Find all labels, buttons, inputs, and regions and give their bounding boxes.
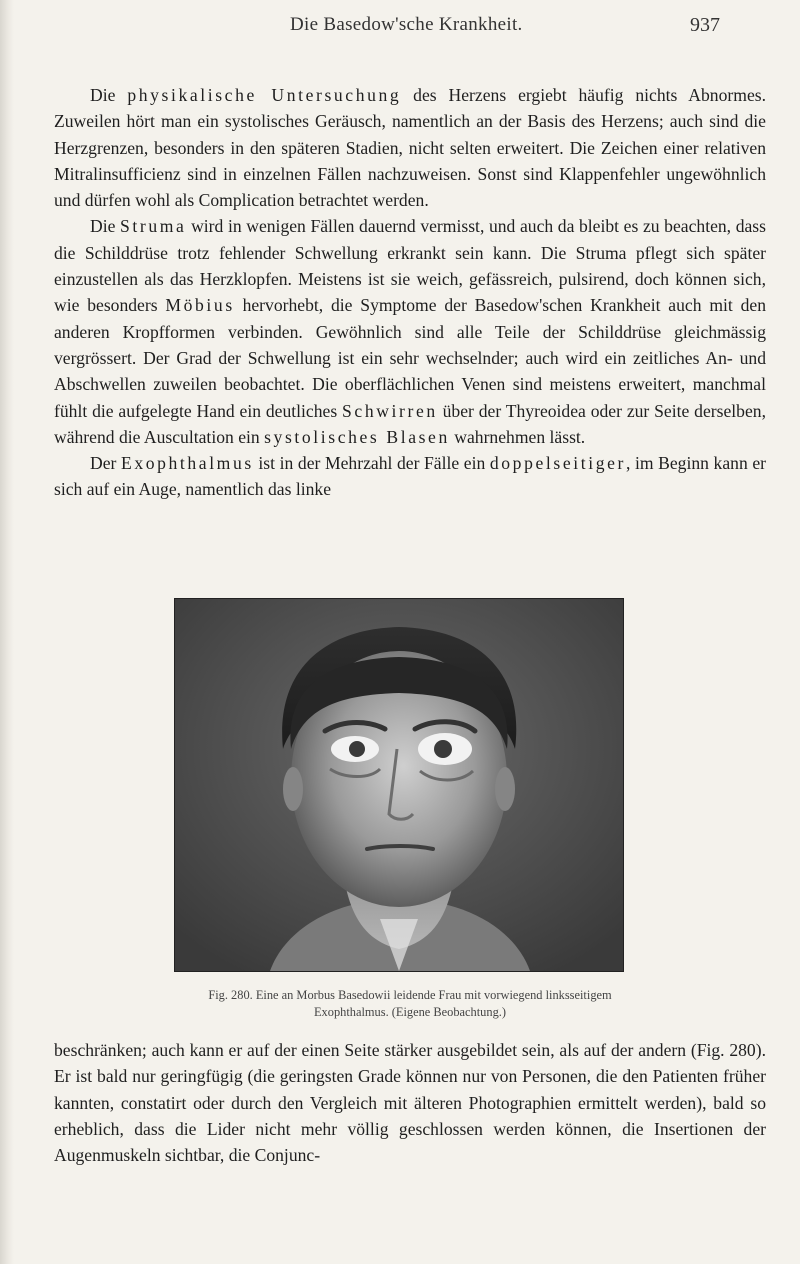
body-text-top — [54, 82, 766, 503]
body-text-bottom — [54, 1037, 766, 1168]
running-title: Die Basedow'sche Krankheit. — [290, 14, 523, 35]
running-header — [0, 14, 800, 44]
text-run: wird in wenigen Fällen dauernd vermisst, und auch da bleibt es zu beachten, dass die Schilddrüse trotz fehlender Schwellung erkrankt sein kann. Die Struma pflegt sich später einzustellen als das Herzklopfen. Meistens ist sie weich, gefässreich, pulsirend, doch können sich, wie besonders — [54, 216, 766, 316]
portrait-photo — [175, 599, 623, 971]
page-edge-shadow — [0, 0, 14, 1264]
spaced-term: Struma — [120, 216, 187, 237]
text-run: Der — [90, 453, 121, 474]
ear-right — [283, 767, 303, 811]
paragraph-struma — [54, 213, 766, 450]
spaced-term: doppelseitiger — [489, 453, 626, 474]
text-run: , im Beginn kann er sich auf ein Auge, namentlich das linke — [54, 453, 766, 500]
caption-line-2: Exophthalmus. (Eigene Beobachtung.) — [313, 1005, 506, 1019]
page-number: 937 — [690, 14, 720, 36]
text-run: Die — [90, 85, 128, 105]
paragraph-exophthalmus-continued: beschränken; auch kann er auf der einen Seite stärker ausgebildet sein, als auf der andern (Fig. 280). Er ist bald nur geringfügig (die geringsten Grade können nur von Personen, die den Patienten früher kannten, constatirt oder durch den Vergleich mit älteren Photographien ermittelt werden), bald so erheblich, dass die Lider nicht mehr völlig geschlossen werden können, die Insertionen der Augenmuskeln sichtbar, die Conjunc- — [54, 1040, 766, 1166]
figure-caption — [60, 987, 760, 1021]
text-run: des Herzens ergiebt häufig nichts Abnormes. Zuweilen hört man ein systolisches Geräusch, namentlich an der Basis des Herzens; auch sind die Herzgrenzen, besonders in den späteren Stadien, nicht selten erweitert. Die Zeichen einer relativen Mitralinsufficienz sind in einzelnen Fällen nachzuweisen. Sonst sind Klappenfehler ungewöhnlich und dürfen wohl als Complication betrachtet werden. — [54, 85, 766, 211]
spaced-term: Exophthalmus — [120, 453, 254, 474]
paragraph-exophthalmus — [54, 450, 766, 503]
ear-left — [495, 767, 515, 811]
text-run: Die — [90, 216, 121, 237]
text-run: wahrnehmen lässt. — [449, 426, 586, 447]
caption-line-1: Fig. 280. Eine an Morbus Basedowii leidende Frau mit vorwiegend linksseitigem — [208, 988, 612, 1002]
spaced-term: systolisches Blasen — [264, 426, 450, 447]
spaced-term: physikalische Untersuchung — [127, 85, 402, 105]
paragraph-heart-examination — [54, 82, 766, 213]
figure-photograph-patient — [174, 598, 624, 972]
text-run: hervorhebt, die Symptome der Basedow'schen Krankheit auch mit den anderen Kropfformen verbinden. Gewöhnlich sind alle Teile der Schilddrüse gleichmässig vergrössert. Der Grad der Schwellung ist ein sehr wechselnder; auch wird ein zeitliches An- und Abschwellen zuweilen beobachtet. Die oberflächlichen Venen sind meistens erweitert, manchmal fühlt die aufgelegte Hand ein deutliches — [54, 295, 767, 421]
iris-left — [434, 740, 452, 758]
spaced-name: Möbius — [165, 295, 235, 316]
text-run: ist in der Mehrzahl der Fälle ein — [253, 453, 490, 474]
spaced-term: Schwirren — [342, 400, 438, 421]
text-run: über der Thyreoidea oder zur Seite derselben, während die Auscultation ein — [54, 400, 766, 447]
iris-right — [349, 741, 365, 757]
